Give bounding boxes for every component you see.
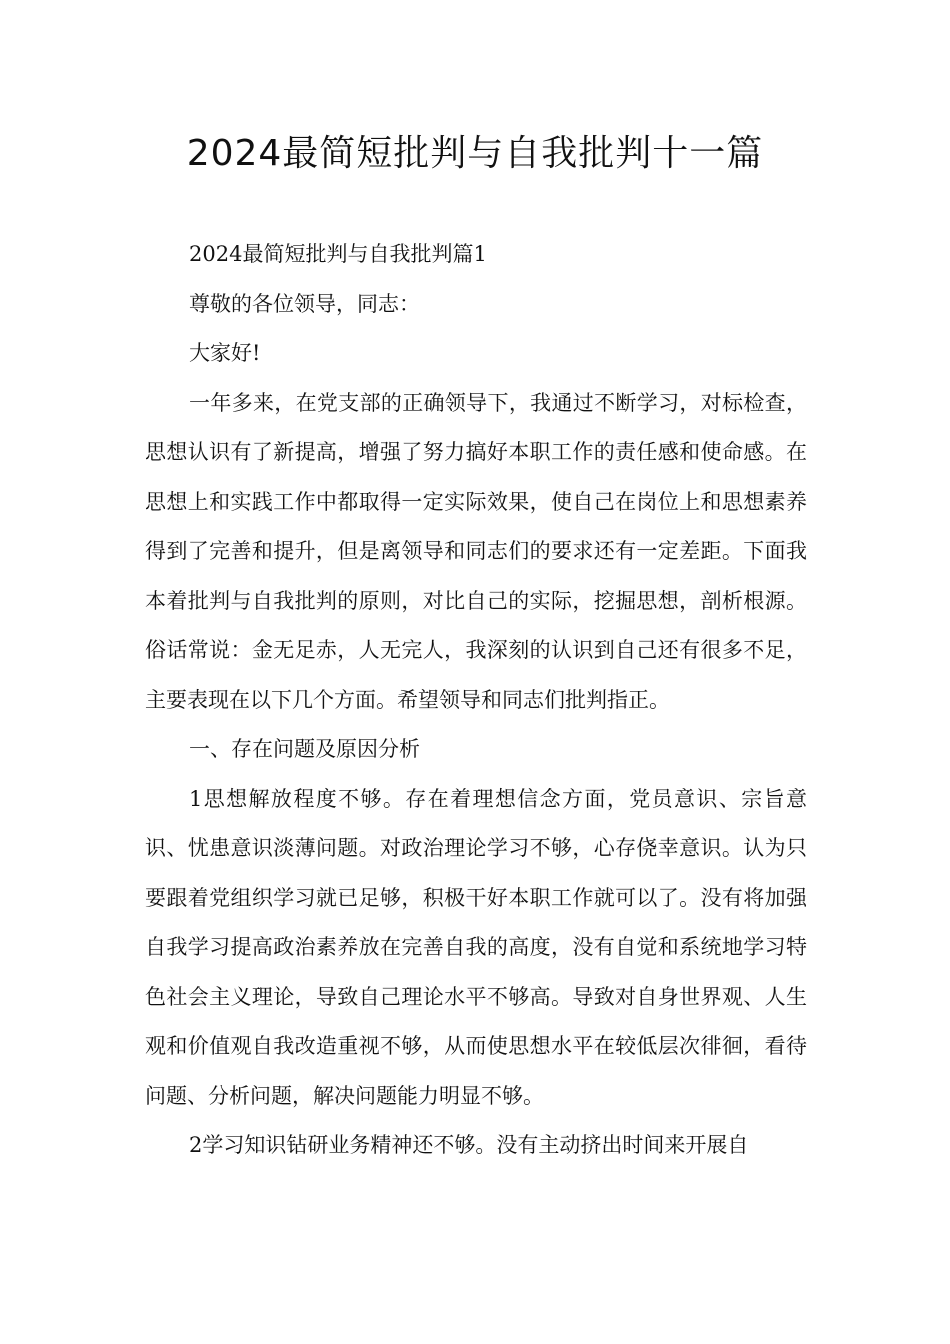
problem-paragraph-2: 2学习知识钻研业务精神还不够。没有主动挤出时间来开展自: [189, 1133, 749, 1157]
intro-paragraph: 一年多来，在党支部的正确领导下，我通过不断学习，对标检查，思想认识有了新提高，增强了努力搞好本职工作的责任感和使命感。在思想上和实践工作中都取得一定实际效果，使自己在岗位上和思想素养得到了完善和提升，但是离领导和同志们的要求还有一定差距。下面我本着批判与自我批判的原则，对比自己的实际，挖掘思想，剖析根源。俗话常说：金无足赤，人无完人，我深刻的认识到自己还有很多不足，主要表现在以下几个方面。希望领导和同志们批判指正。: [145, 390, 807, 712]
section-heading-1: 2024最简短批判与自我批判篇1: [189, 242, 487, 266]
greeting: 大家好!: [189, 341, 261, 365]
document-title: 2024最简短批判与自我批判十一篇: [186, 133, 764, 174]
salutation: 尊敬的各位领导，同志：: [189, 291, 420, 316]
section-heading-problems: 一、存在问题及原因分析: [189, 737, 420, 761]
document-body: [145, 230, 807, 1171]
problem-paragraph-1: 1思想解放程度不够。存在着理想信念方面，党员意识、宗旨意识、忧患意识淡薄问题。对政治理论学习不够，心存侥幸意识。认为只要跟着党组织学习就已足够，积极干好本职工作就可以了。没有将加强自我学习提高政治素养放在完善自我的高度，没有自觉和系统地学习特色社会主义理论，导致自己理论水平不够高。导致对自身世界观、人生观和价值观自我改造重视不够，从而使思想水平在较低层次徘徊，看待问题、分析问题，解决问题能力明显不够。: [145, 786, 807, 1108]
